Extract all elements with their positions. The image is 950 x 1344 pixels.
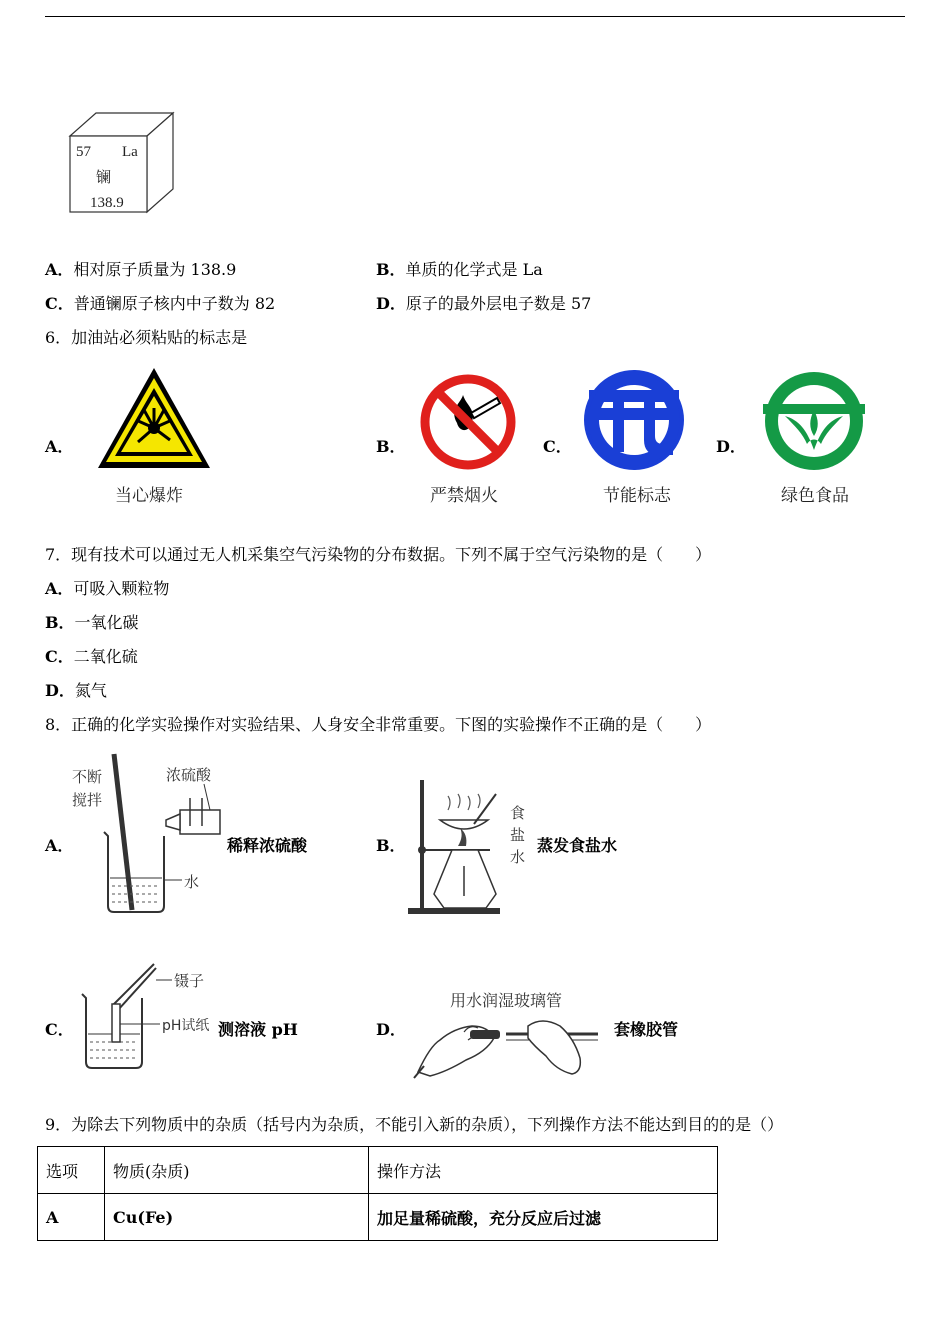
- q7-stem: 7．现有技术可以通过无人机采集空气污染物的分布数据。下列不属于空气污染物的是（ ）: [45, 545, 712, 564]
- q8-option-a-letter: A．: [45, 836, 74, 855]
- element-symbol: La: [122, 144, 138, 160]
- table-row: [38, 1194, 718, 1241]
- q6-stem: 6．加油站必须粘贴的标志是: [45, 328, 248, 347]
- table-cell-option: A: [38, 1194, 105, 1241]
- fig-c-label-tweezers: 镊子: [174, 972, 205, 990]
- q8-option-d-letter: D．: [376, 1020, 406, 1039]
- q6-caption-b: 严禁烟火: [430, 486, 498, 506]
- no-fire-sign-icon: [419, 373, 517, 471]
- q8-option-c-letter: C．: [45, 1020, 74, 1039]
- q7-option-b: B．一氧化碳: [45, 613, 139, 632]
- table-header-substance: 物质(杂质): [105, 1147, 369, 1194]
- q6-caption-c: 节能标志: [603, 486, 671, 506]
- q8-label-b: 蒸发食盐水: [537, 836, 618, 855]
- fig-b-label-1: 食: [510, 804, 526, 822]
- table-cell-substance: Cu(Fe): [105, 1194, 369, 1241]
- q5-option-a: A．相对原子质量为 138.9: [45, 260, 237, 279]
- q6-caption-a: 当心爆炸: [115, 486, 183, 506]
- fig-b-label-2: 盐: [510, 826, 526, 844]
- q6-option-b-letter: B．: [376, 437, 406, 456]
- q8-stem: 8．正确的化学实验操作对实验结果、人身安全非常重要。下图的实验操作不正确的是（ ）: [45, 715, 712, 734]
- fig-d-label: 用水润湿玻璃管: [450, 991, 563, 1010]
- top-rule: [45, 16, 905, 17]
- table-header-row: [38, 1147, 718, 1194]
- lanthanum-element-card: [66, 110, 178, 218]
- explosion-warning-sign-icon: [94, 364, 214, 474]
- q6-caption-d: 绿色食品: [781, 486, 849, 506]
- q6-option-c-letter: C．: [543, 437, 572, 456]
- element-number: 57: [76, 144, 91, 160]
- q7-option-a: A．可吸入颗粒物: [45, 579, 170, 598]
- element-mass: 138.9: [90, 195, 124, 211]
- q8-label-d: 套橡胶管: [614, 1020, 679, 1039]
- green-food-sign-icon: [763, 370, 865, 472]
- q6-option-d-letter: D．: [716, 437, 746, 456]
- dilute-sulfuric-acid-figure: [70, 750, 230, 920]
- fig-a-label-water: 水: [184, 873, 200, 891]
- q9-table: [37, 1146, 718, 1241]
- fig-a-label-stir-2: 搅拌: [72, 791, 103, 809]
- q8-option-b-letter: B．: [376, 836, 406, 855]
- measure-ph-figure: [76, 958, 220, 1076]
- fig-a-label-acid: 浓硫酸: [166, 766, 212, 784]
- fig-a-label-stir-1: 不断: [72, 768, 103, 786]
- q8-label-c: 测溶液 pH: [218, 1020, 298, 1039]
- q5-option-d: D．原子的最外层电子数是 57: [376, 294, 592, 313]
- rubber-tube-figure: [410, 986, 604, 1082]
- q6-option-a-letter: A．: [45, 437, 74, 456]
- table-header-option: 选项: [38, 1147, 105, 1194]
- q5-option-c: C．普通镧原子核内中子数为 82: [45, 294, 276, 313]
- table-header-method: 操作方法: [369, 1147, 718, 1194]
- q8-label-a: 稀释浓硫酸: [227, 836, 308, 855]
- element-name: 镧: [96, 168, 112, 186]
- q7-option-d: D．氮气: [45, 681, 107, 700]
- q9-stem: 9．为除去下列物质中的杂质（括号内为杂质，不能引入新的杂质），下列操作方法不能达到目的的是（）: [45, 1115, 784, 1134]
- q7-option-c: C．二氧化硫: [45, 647, 138, 666]
- q5-option-b: B．单质的化学式是 La: [376, 260, 543, 279]
- fig-c-label-ph-paper: pH试纸: [162, 1018, 210, 1034]
- evaporate-salt-water-figure: [404, 776, 534, 918]
- energy-saving-sign-icon: [583, 368, 685, 472]
- table-cell-method: 加足量稀硫酸，充分反应后过滤: [369, 1194, 718, 1241]
- fig-b-label-3: 水: [510, 848, 526, 866]
